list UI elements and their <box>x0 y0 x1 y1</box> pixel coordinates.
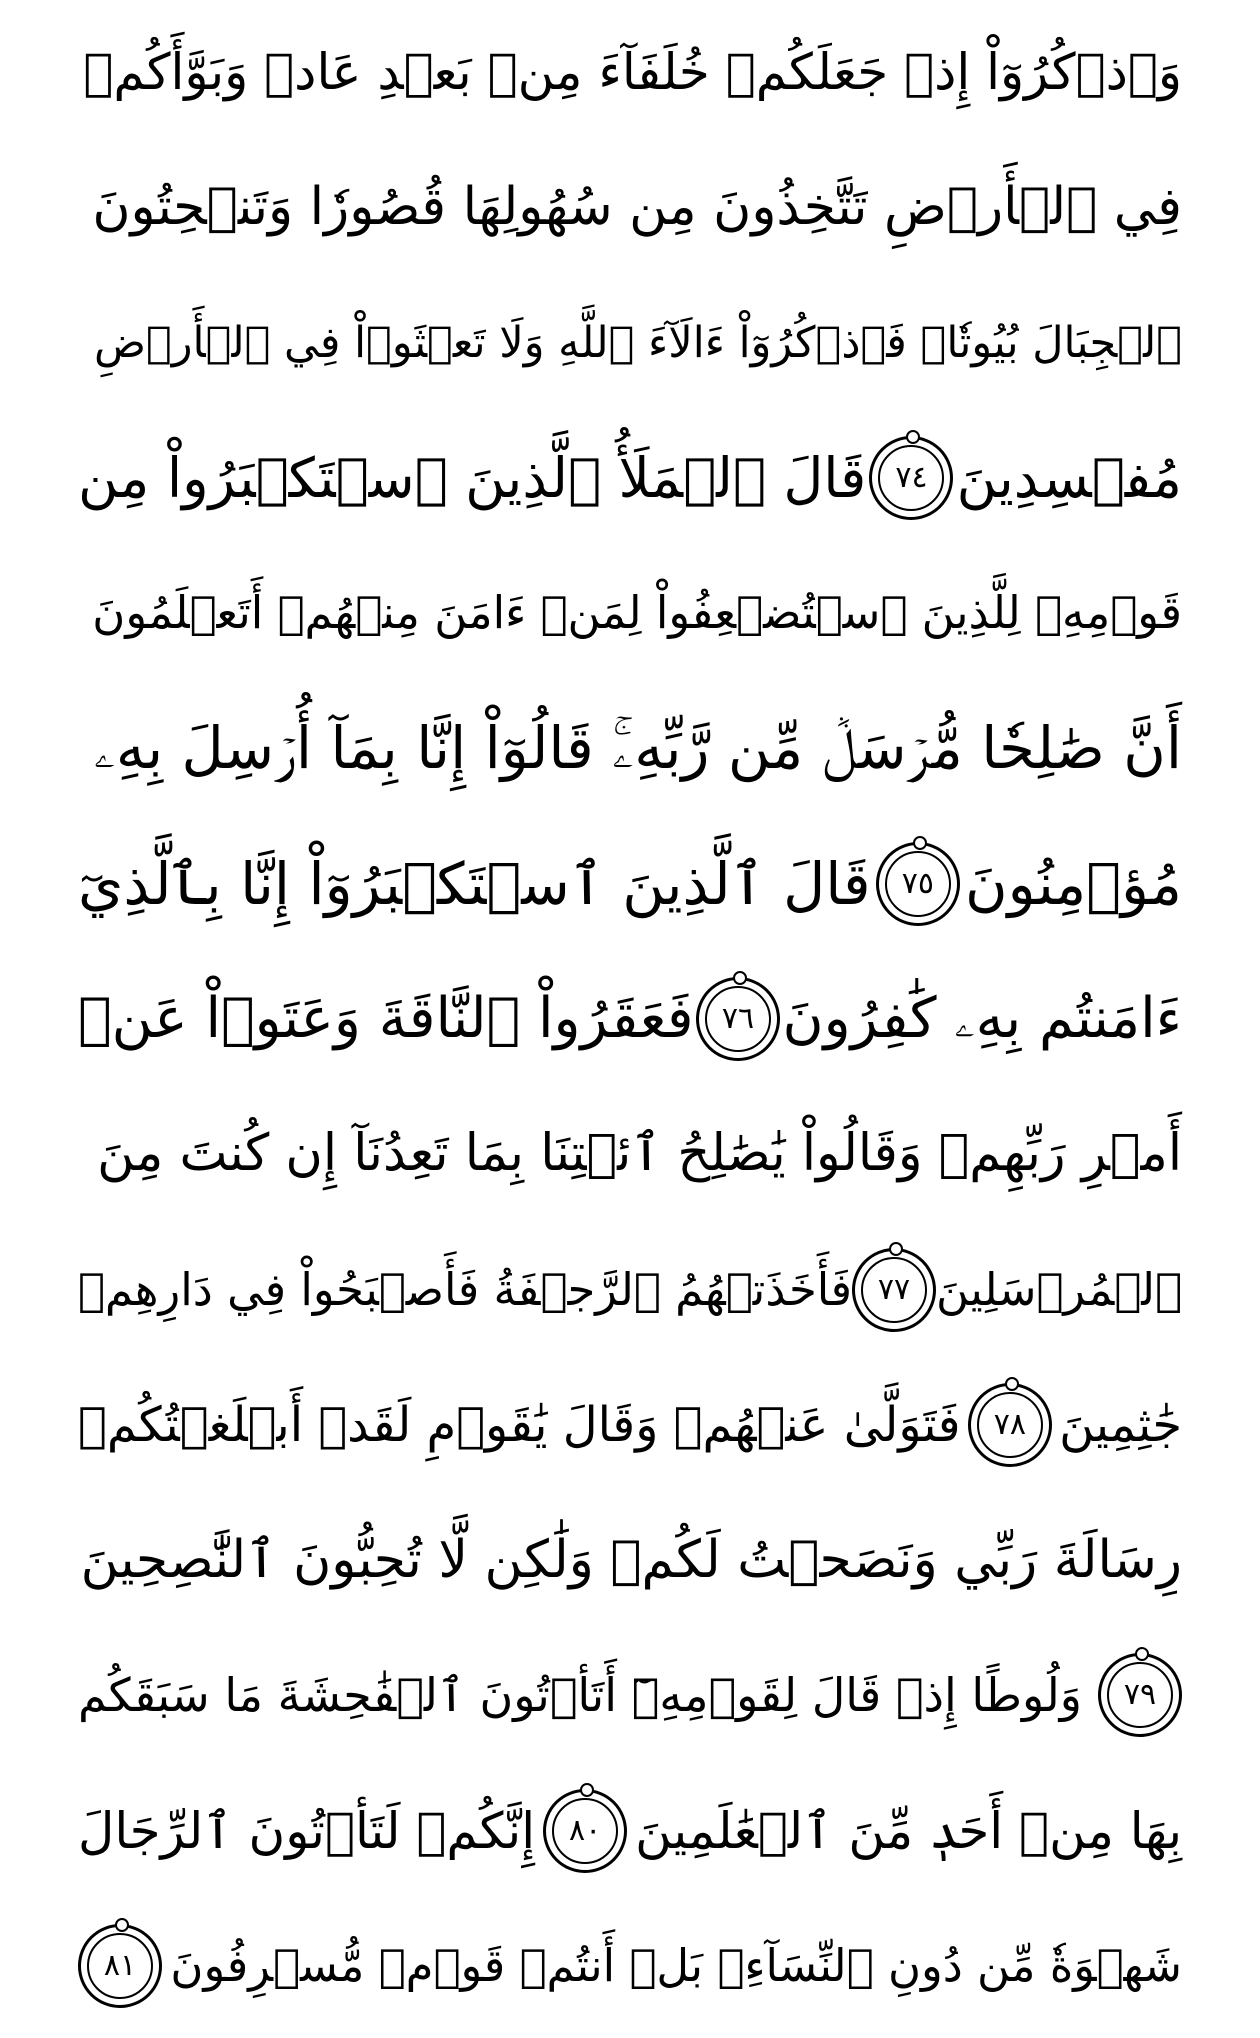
verse-text: بِهَا مِنۡ أَحَدٖ مِّنَ ٱلۡعَٰلَمِينَ <box>635 1801 1182 1860</box>
ayah-number: ٨٠ <box>569 1812 602 1848</box>
ayah-number: ٧٧ <box>877 1271 911 1307</box>
verse-line <box>78 1908 1182 2024</box>
verse-line <box>78 826 1182 942</box>
verse-line <box>78 690 1182 806</box>
verse-line <box>78 14 1182 130</box>
verse-text: فَعَقَرُواْ ٱلنَّاقَةَ وَعَتَوۡاْ عَنۡ <box>78 985 694 1051</box>
verse-line <box>78 1232 1182 1348</box>
ayah-number-marker <box>852 1248 936 1332</box>
verse-text: أَمۡرِ رَبِّهِمۡ وَقَالُواْ يَٰصَٰلِحُ ٱئۡتِنَا بِمَا تَعِدُنَآ إِن كُنتَ مِنَ <box>97 1124 1182 1184</box>
ayah-number: ٧٩ <box>1123 1677 1157 1713</box>
verse-text: أَنَّ صَٰلِحٗا مُّرۡسَلٞ مِّن رَّبِّهِۦۚ قَالُوٓاْ إِنَّا بِمَآ أُرۡسِلَ بِهِۦ <box>93 714 1182 783</box>
verse-line <box>78 961 1182 1077</box>
verse-text: فَأَخَذَتۡهُمُ ٱلرَّجۡفَةُ فَأَصۡبَحُواْ فِي دَارِهِمۡ <box>77 1262 852 1316</box>
verse-text: ٱلۡمُرۡسَلِينَ <box>935 1262 1182 1316</box>
verse-text: فَتَوَلَّىٰ عَنۡهُمۡ وَقَالَ يَٰقَوۡمِ لَقَدۡ أَبۡلَغۡتُكُمۡ <box>78 1396 961 1453</box>
verse-text: جَٰثِمِينَ <box>1059 1396 1182 1453</box>
verse-line <box>78 555 1182 671</box>
verse-text: فِي ٱلۡأَرۡضِ تَتَّخِذُونَ مِن سُهُولِهَا قُصُورٗا وَتَنۡحِتُونَ <box>92 177 1182 238</box>
ayah-number-marker <box>869 436 953 520</box>
ayah-number-marker <box>78 1924 162 2008</box>
verse-text: شَهۡوَةٗ مِّن دُونِ ٱلنِّسَآءِۚ بَلۡ أَنتُمۡ قَوۡمٞ مُّسۡرِفُونَ <box>170 1938 1182 1992</box>
ayah-number-marker <box>876 842 960 926</box>
ayah-number-marker <box>1098 1653 1182 1737</box>
verse-line <box>78 1096 1182 1212</box>
verse-line <box>78 285 1182 401</box>
verse-text: رِسَالَةَ رَبِّي وَنَصَحۡتُ لَكُمۡ وَلَٰكِن لَّا تُحِبُّونَ ٱلنَّٰصِحِينَ <box>80 1530 1182 1591</box>
verse-text: ءَامَنتُم بِهِۦ كَٰفِرُونَ <box>782 985 1182 1051</box>
verse-line <box>78 1637 1182 1753</box>
verse-text: قَالَ ٱلَّذِينَ ٱسۡتَكۡبَرُوٓاْ إِنَّا بِٱلَّذِيٓ <box>78 849 871 918</box>
verse-line <box>78 149 1182 265</box>
verse-text: ٱلۡجِبَالَ بُيُوتٗاۖ فَٱذۡكُرُوٓاْ ءَالَآءَ ٱللَّهِ وَلَا تَعۡثَوۡاْ فِي ٱلۡأَرۡضِ <box>94 317 1182 368</box>
verse-text: مُفۡسِدِينَ <box>956 445 1182 510</box>
ayah-number-marker <box>696 977 780 1061</box>
ayah-number: ٧٦ <box>721 1000 755 1036</box>
verse-line <box>78 1502 1182 1618</box>
verse-line <box>78 1773 1182 1889</box>
ayah-number: ٧٨ <box>993 1406 1026 1442</box>
ayah-number: ٧٥ <box>901 865 934 901</box>
verse-text: قَالَ ٱلۡمَلَأُ ٱلَّذِينَ ٱسۡتَكۡبَرُواْ مِن <box>78 445 867 510</box>
verse-text: مُؤۡمِنُونَ <box>965 849 1182 918</box>
verse-text: وَلُوطًا إِذۡ قَالَ لِقَوۡمِهِۦٓ أَتَأۡتُونَ ٱلۡفَٰحِشَةَ مَا سَبَقَكُم <box>78 1668 1082 1723</box>
verse-line <box>78 1367 1182 1483</box>
ayah-number: ٧٤ <box>895 459 928 495</box>
verse-text: قَوۡمِهِۦ لِلَّذِينَ ٱسۡتُضۡعِفُواْ لِمَنۡ ءَامَنَ مِنۡهُمۡ أَتَعۡلَمُونَ <box>92 586 1182 640</box>
ayah-number-marker <box>543 1789 627 1873</box>
verse-line <box>78 420 1182 536</box>
verse-text: وَٱذۡكُرُوٓاْ إِذۡ جَعَلَكُمۡ خُلَفَآءَ مِنۢ بَعۡدِ عَادٖ وَبَوَّأَكُمۡ <box>83 43 1182 101</box>
ayah-number-marker <box>968 1383 1052 1467</box>
verse-text: إِنَّكُمۡ لَتَأۡتُونَ ٱلرِّجَالَ <box>78 1801 536 1860</box>
ayah-number: ٨١ <box>103 1947 137 1983</box>
verse-lines <box>78 14 1182 2024</box>
